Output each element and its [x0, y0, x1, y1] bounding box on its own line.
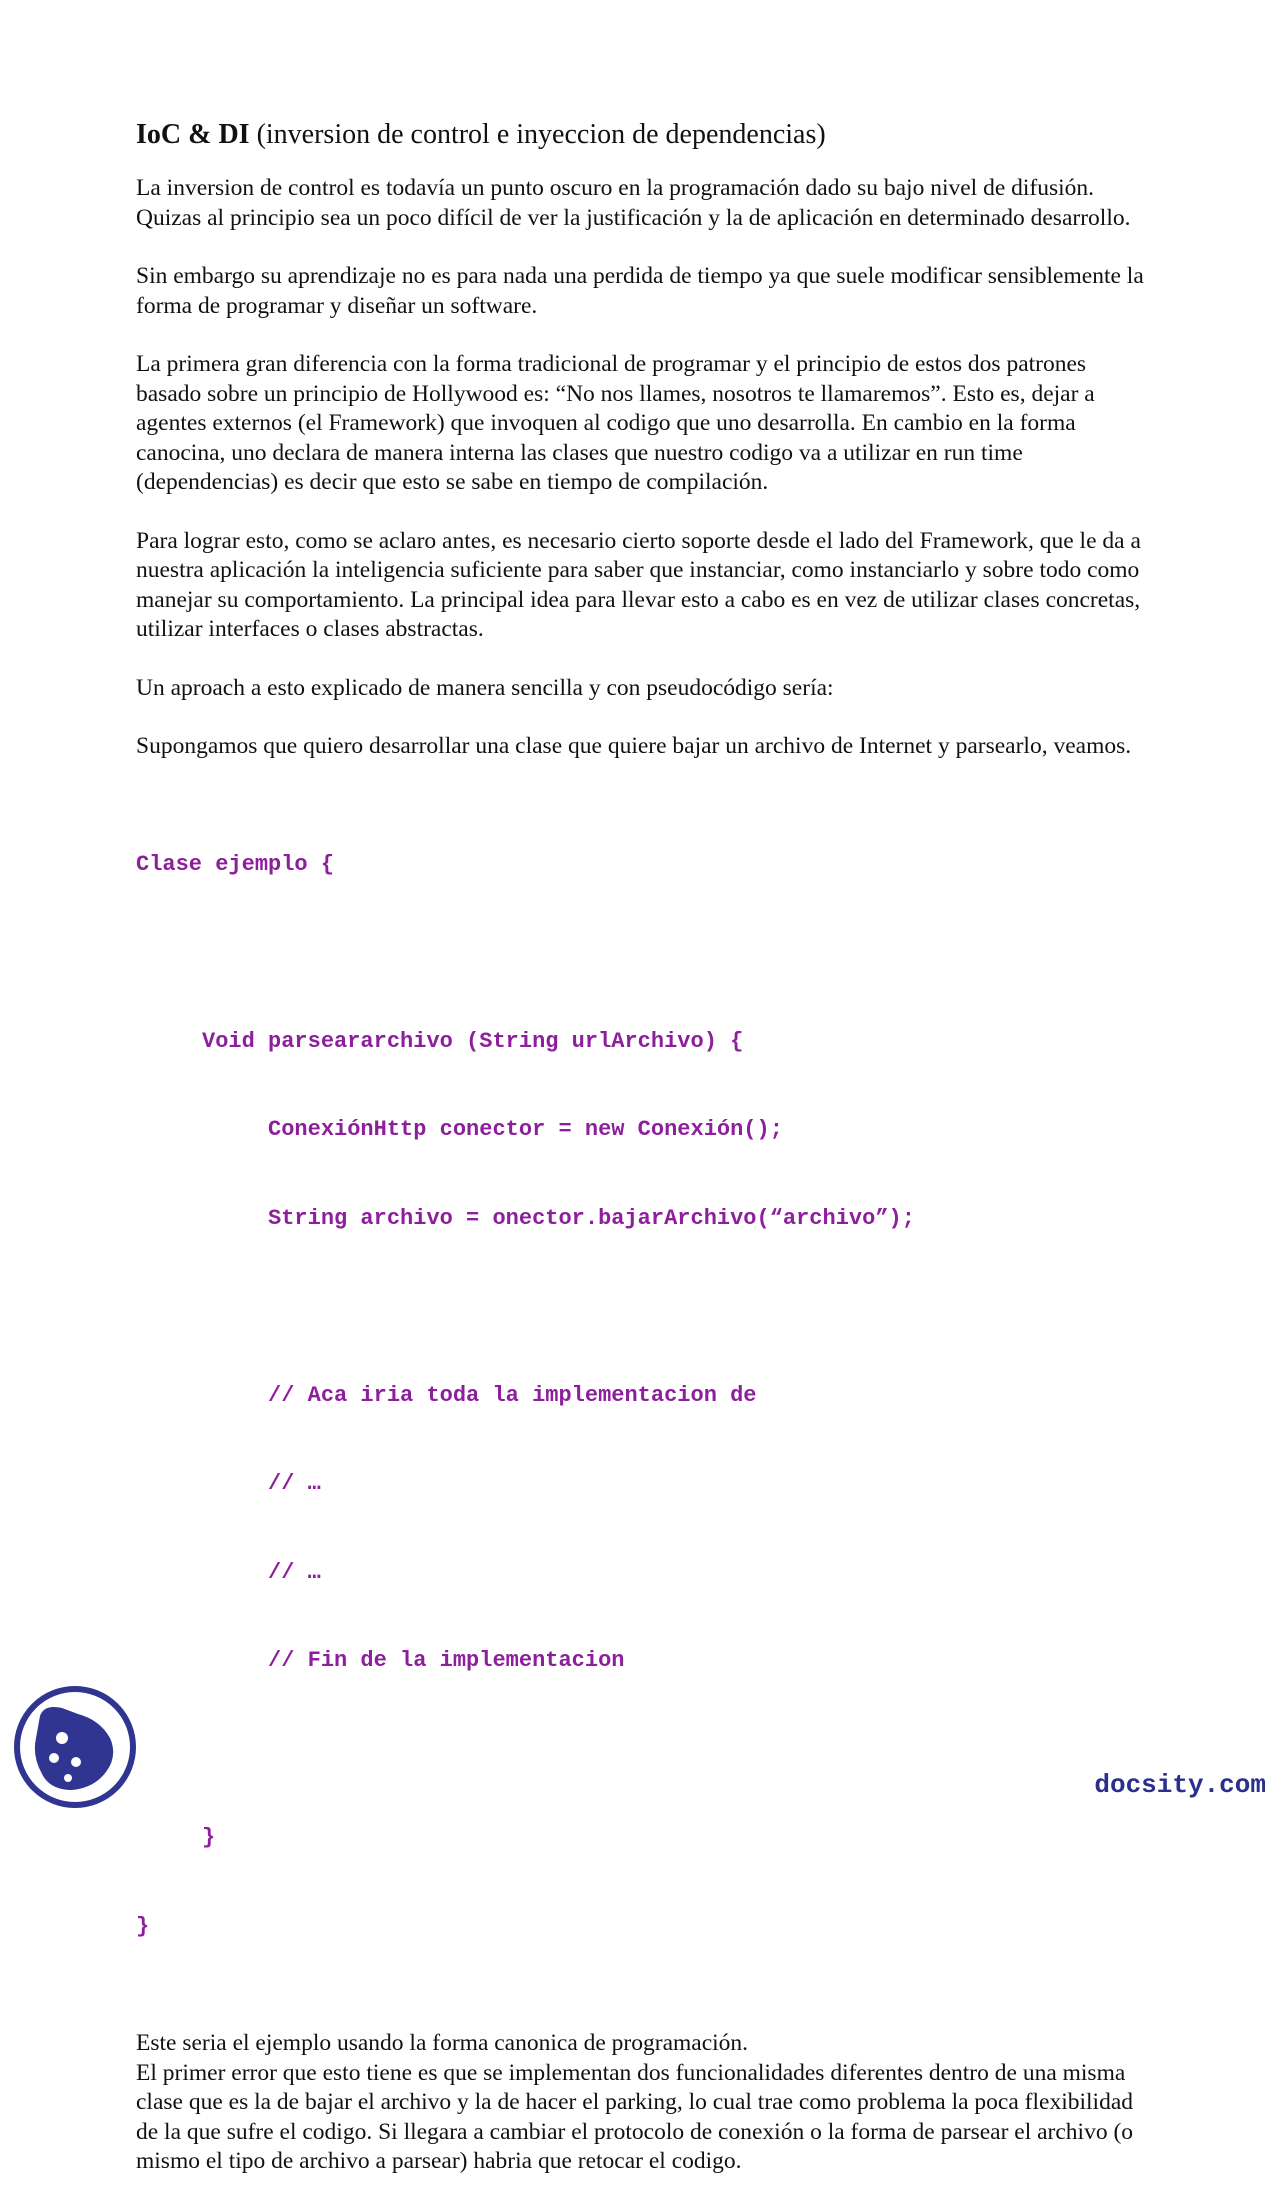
logo-dot [71, 1757, 81, 1767]
code-line: Clase ejemplo { [136, 851, 335, 877]
logo-dot [56, 1732, 68, 1744]
logo-dot [49, 1753, 59, 1763]
code-line [136, 1292, 1156, 1322]
conclusion-first-line: Este seria el ejemplo usando la forma canonica de programación. [136, 2030, 749, 2056]
paragraph-intro: La inversion de control es todavía un punto oscuro en la programación dado su bajo nivel de difusión. Quizas al principio sea un poco difícil de ver la justificación y la de aplicación en determinado desarrollo. [136, 175, 1131, 231]
paragraph-example-setup: Supongamos que quiero desarrollar una clase que quiere bajar un archivo de Internet y parsearlo, veamos. [136, 733, 1132, 759]
code-line: } [136, 1913, 150, 1939]
code-line: String archivo = onector.bajarArchivo(“archivo”); [136, 1205, 915, 1231]
paragraph-conclusion [136, 2029, 1156, 2177]
code-line [136, 938, 1156, 968]
paragraph-hollywood: La primera gran diferencia con la forma tradicional de programar y el principio de estos dos patrones basado sobre un principio de Hollywood es: “No nos llames, nosotros te llamaremos”. Esto es, dejar a agentes externos (el Framework) que invoquen al codigo que uno desarrolla. En cambio en la forma canocina, uno declara de manera interna las clases que nuestro codigo va a utilizar en run time (dependencias) es decir que esto se sabe en tiempo de compilación. [136, 351, 1095, 495]
paragraph-framework: Para lograr esto, como se aclaro antes, es necesario cierto soporte desde el lado del Framework, que le da a nuestra aplicación la inteligencia suficiente para saber que instanciar, como instanciarlo y sobre todo como manejar su comportamiento. La principal idea para llevar esto a cabo es en vez de utilizar clases concretas, utilizar interfaces o clases abstractas. [136, 527, 1141, 642]
code-line: // Fin de la implementacion [136, 1648, 625, 1673]
title-subtitle: (inversion de control e inyeccion de dependencias) [249, 119, 826, 150]
document-title [136, 118, 1156, 152]
code-line: // Aca iria toda la implementacion de [136, 1382, 757, 1408]
code-line: ConexiónHttp conector = new Conexión(); [136, 1117, 783, 1142]
paragraph-approach: Un aproach a esto explicado de manera sencilla y con pseudocódigo sería: [136, 674, 834, 701]
brand-watermark[interactable]: docsity.com [1094, 1770, 1266, 1800]
code-line: } [136, 1825, 216, 1850]
docsity-logo-icon [14, 1686, 136, 1808]
code-line: // … [136, 1471, 321, 1496]
code-line [136, 1735, 1156, 1765]
logo-dot [64, 1774, 72, 1782]
conclusion-body: El primer error que esto tiene es que se implementan dos funcionalidades diferentes dentro de una misma clase que es la de bajar el archivo y la de hacer el parking, lo cual trae como problema la poca flexibilidad de la que sufre el codigo. Si llegara a cambiar el protocolo de conexión o la forma de parsear el archivo (o mismo el tipo de archivo a parsear) habria que retocar el codigo. [136, 2059, 1134, 2174]
code-line: Void parseararchivo (String urlArchivo) { [136, 1028, 744, 1054]
code-line: // … [136, 1559, 321, 1585]
paragraph-learning: Sin embargo su aprendizaje no es para nada una perdida de tiempo ya que suele modificar sensiblemente la forma de programar y diseñar un software. [136, 263, 1144, 319]
document-page [136, 118, 1156, 2206]
title-acronym: IoC & DI [136, 119, 250, 150]
code-example [136, 791, 1156, 2001]
